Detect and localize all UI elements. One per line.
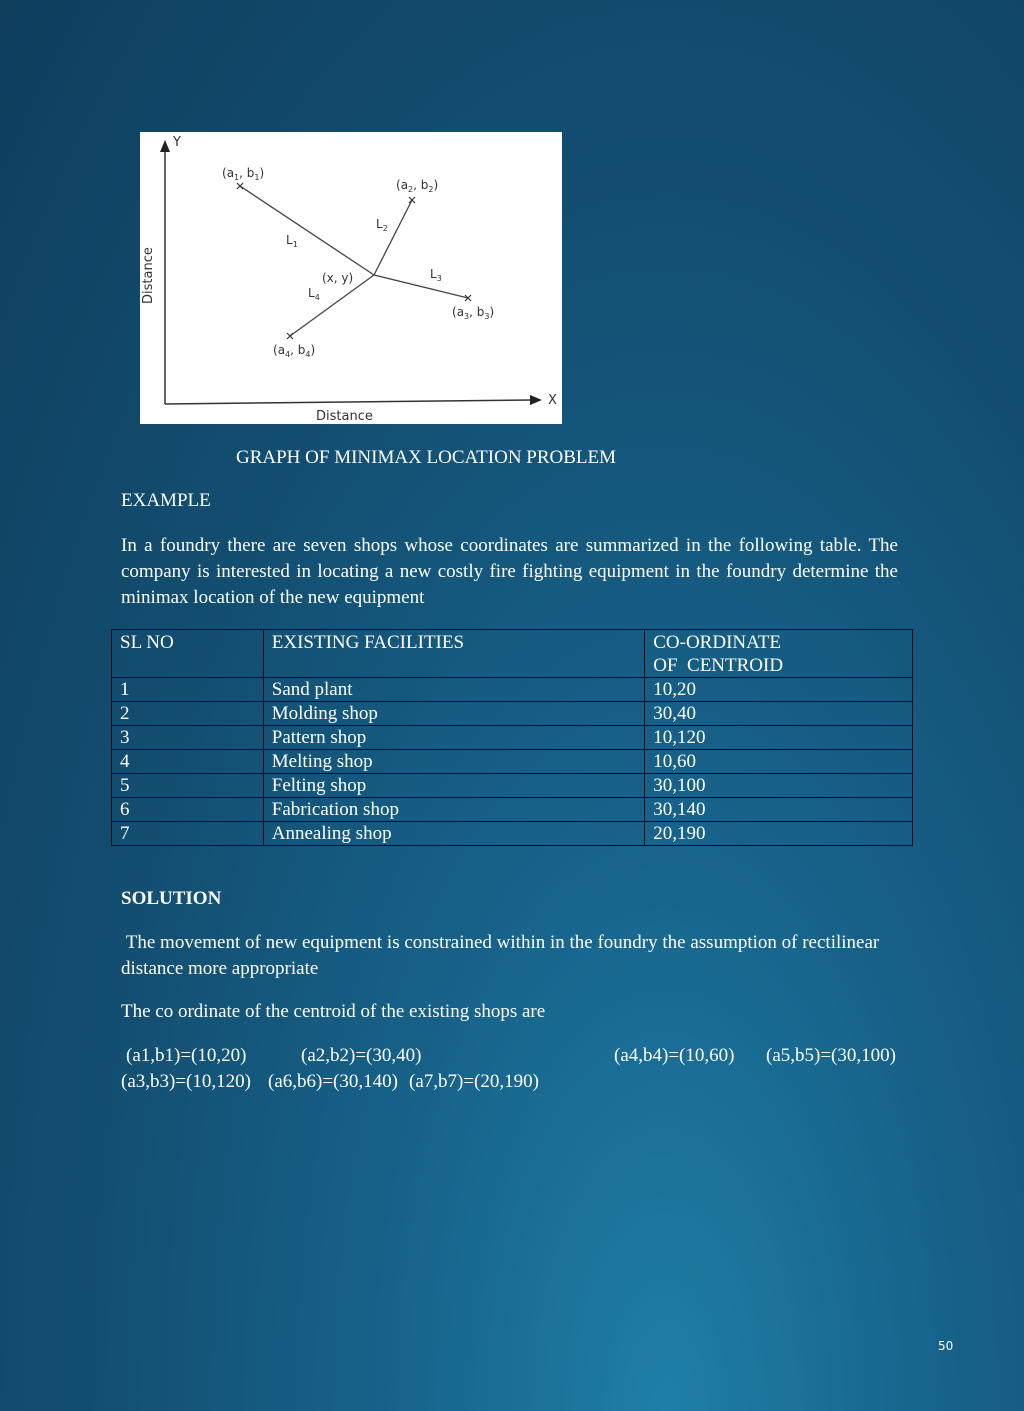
cell-coordinate: 30,40 [645,702,913,726]
cell-coordinate: 30,140 [645,798,913,822]
cell-sl-no: 6 [112,798,264,822]
x-axis-line [165,400,532,404]
example-text: In a foundry there are seven shops whose coordinates are summarized in the following table. The company is interested in locating a new costly fire fighting equipment in the foundry determine the minimax location of the new equipment [121,535,898,608]
cell-sl-no: 5 [112,774,264,798]
x-axis-label: Distance [316,409,373,424]
y-axis-label: Distance [141,247,156,304]
table-row [112,678,913,702]
point-1-marker-icon [237,183,243,189]
line-label-2: $L_2$ [376,217,388,233]
header-sl-no: SL NO [112,630,264,678]
point-label-1: ($a_1$, $b_1$) [222,166,265,182]
cell-facility: Annealing shop [263,822,644,846]
facilities-table [111,629,913,846]
line-l3 [374,275,468,298]
table-row [112,822,913,846]
cell-coordinate: 30,100 [645,774,913,798]
point-4-marker-icon [287,333,293,339]
table-header-row [112,630,913,678]
cell-facility: Molding shop [263,702,644,726]
table-row [112,726,913,750]
page-number: 50 [938,1339,954,1353]
coordinate-a4b4: (a4,b4)=(10,60) [614,1045,735,1066]
point-2-marker-icon [409,197,415,203]
coordinate-a1b1: (a1,b1)=(10,20) [126,1045,247,1066]
cell-facility: Melting shop [263,750,644,774]
figure-caption: GRAPH OF MINIMAX LOCATION PROBLEM [236,447,617,468]
y-axis-arrow-icon [160,140,170,152]
cell-coordinate: 10,60 [645,750,913,774]
point-label-4: ($a_4$, $b_4$) [273,343,316,359]
table-row [112,702,913,726]
line-label-3: $L_3$ [430,267,442,283]
coordinate-a5b5: (a5,b5)=(30,100) [766,1045,896,1066]
table-body [112,678,913,846]
cell-facility: Felting shop [263,774,644,798]
cell-sl-no: 3 [112,726,264,750]
header-existing-facilities: EXISTING FACILITIES [263,630,644,678]
line-label-4: $L_4$ [308,286,320,302]
coordinate-a7b7: (a7,b7)=(20,190) [409,1071,539,1092]
x-axis-arrow-icon [530,395,542,405]
line-l1 [240,186,374,275]
coordinate-a2b2: (a2,b2)=(30,40) [301,1045,422,1066]
cell-sl-no: 2 [112,702,264,726]
coordinate-a6b6: (a6,b6)=(30,140) [268,1071,398,1092]
cell-coordinate: 10,120 [645,726,913,750]
cell-sl-no: 4 [112,750,264,774]
centroid-intro: The co ordinate of the centroid of the existing shops are [121,1001,546,1022]
table-row [112,750,913,774]
minimax-graph [140,132,562,424]
y-axis-letter: Y [173,135,181,150]
cell-coordinate: 10,20 [645,678,913,702]
solution-heading: SOLUTION [121,888,222,909]
line-l2 [374,200,412,275]
solution-text: The movement of new equipment is constrained within in the foundry the assumption of rectilinear distance more appropriate [121,932,884,979]
cell-facility: Pattern shop [263,726,644,750]
line-label-1: $L_1$ [286,233,298,249]
center-label: (x, y) [322,271,354,285]
coordinate-a3b3: (a3,b3)=(10,120) [121,1071,251,1092]
minimax-graph-svg [140,132,562,424]
table-row [112,774,913,798]
cell-sl-no: 7 [112,822,264,846]
table-row [112,798,913,822]
point-label-2: ($a_2$, $b_2$) [396,178,439,194]
x-axis-letter: X [548,393,557,408]
example-heading: EXAMPLE [121,490,211,511]
header-coordinate: CO-ORDINATE OF CENTROID [645,630,913,678]
cell-facility: Sand plant [263,678,644,702]
cell-sl-no: 1 [112,678,264,702]
cell-facility: Fabrication shop [263,798,644,822]
point-label-3: ($a_3$, $b_3$) [452,305,495,321]
cell-coordinate: 20,190 [645,822,913,846]
